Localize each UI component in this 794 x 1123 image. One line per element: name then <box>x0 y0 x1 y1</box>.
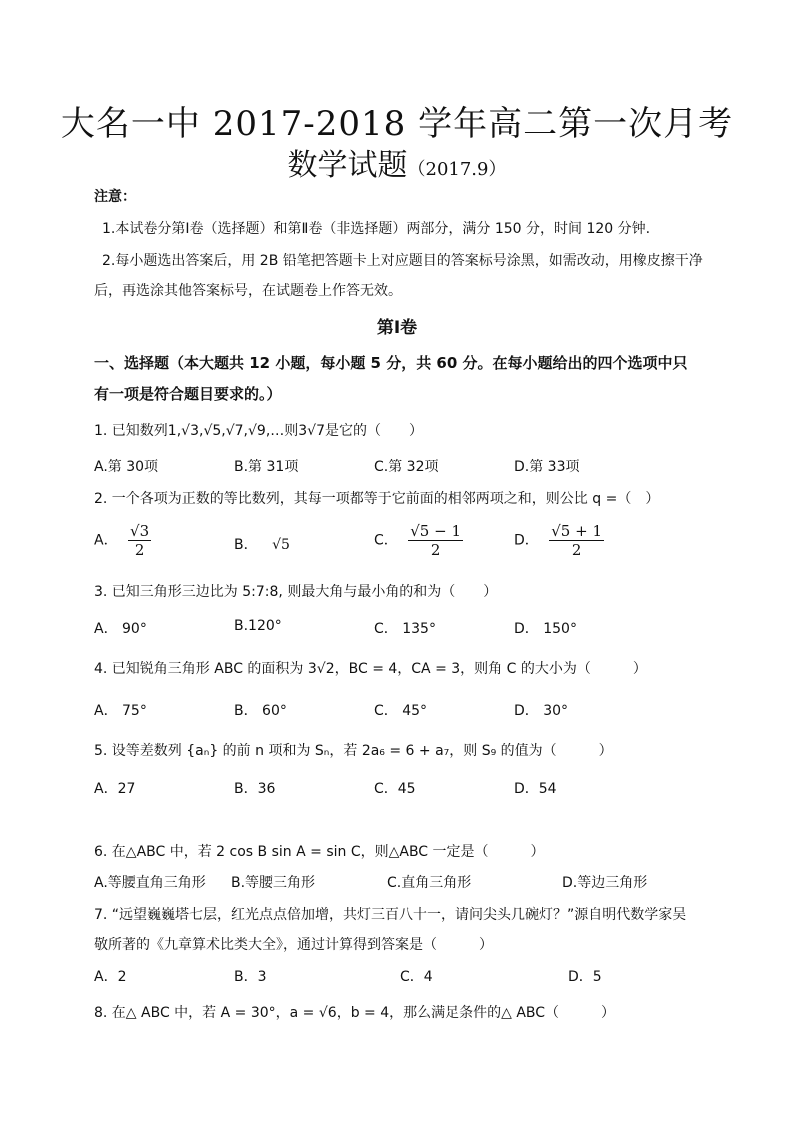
option-d: D． 150° <box>514 621 577 637</box>
option-c: C．4 <box>400 969 433 985</box>
question-4-stem: 4. 已知锐角三角形 ABC 的面积为 3√2，BC = 4，CA = 3，则角 C 的大小为（ ） <box>94 661 647 677</box>
question-4-options <box>94 700 734 724</box>
option-c: C.第 32项 <box>374 459 439 475</box>
question-7-stem-a: 7. “远望巍巍塔七层，红光点点倍加增，共灯三百八十一，请问尖头几碗灯？”源自明代数学家吴 <box>94 907 687 923</box>
option-b: B.等腰三角形 <box>231 875 316 891</box>
option-d: D．5 <box>568 969 602 985</box>
subject-title: 数学试题 <box>287 148 408 183</box>
option-a: A． 75° <box>94 703 147 719</box>
option-value: √5 <box>272 537 290 553</box>
exam-title: 大名一中 2017-2018 学年高二第一次月考 <box>60 104 734 144</box>
question-6-stem: 6. 在△ABC 中，若 2 cos B sin A = sin C，则△ABC 一定是（ ） <box>94 844 545 860</box>
option-c <box>374 522 463 559</box>
notice-label: 注意： <box>94 189 136 205</box>
option-a: A.等腰直角三角形 <box>94 875 206 891</box>
numerator: √5 + 1 <box>551 522 602 540</box>
option-a: A.第 30项 <box>94 459 159 475</box>
option-d <box>514 522 604 559</box>
denominator: 2 <box>430 541 441 559</box>
question-5-stem: 5. 设等差数列 {aₙ} 的前 n 项和为 Sₙ，若 2a₆ = 6 + a₇，则 S₉ 的值为（ ） <box>94 743 613 759</box>
option-b: B．36 <box>234 781 276 797</box>
fraction <box>408 522 463 559</box>
notice-item-2b: 后，再选涂其他答案标号，在试题卷上作答无效。 <box>94 283 402 299</box>
question-6-options <box>94 872 734 896</box>
option-a: A． 90° <box>94 621 147 637</box>
option-d: D．54 <box>514 781 557 797</box>
section-heading-b: 有一项是符合题目要求的。） <box>94 385 282 403</box>
option-a <box>94 522 151 559</box>
option-c: C． 135° <box>374 621 436 637</box>
question-3-options <box>94 618 734 642</box>
fraction <box>128 522 151 559</box>
option-c: C． 45° <box>374 703 428 719</box>
option-label: D． <box>514 532 539 549</box>
numerator: √5 − 1 <box>410 522 461 540</box>
option-a: A．2 <box>94 969 127 985</box>
question-5-options <box>94 778 734 802</box>
option-d: D.等边三角形 <box>562 875 648 891</box>
question-1-options <box>94 456 734 480</box>
option-b: B.120° <box>234 618 282 634</box>
exam-subtitle <box>0 140 794 184</box>
notice-item-2a: 2.每小题选出答案后，用 2B 铅笔把答题卡上对应题目的答案标号涂黑，如需改动，用橡皮擦干净 <box>102 253 703 269</box>
option-a: A．27 <box>94 781 136 797</box>
option-b: B．3 <box>234 969 267 985</box>
option-b: B.第 31项 <box>234 459 299 475</box>
question-2-options <box>94 522 734 566</box>
option-label: C． <box>374 532 398 549</box>
option-label: A． <box>94 532 118 549</box>
numerator: √3 <box>130 522 150 540</box>
option-d: D.第 33项 <box>514 459 580 475</box>
question-3-stem: 3. 已知三角形三边比为 5:7:8, 则最大角与最小角的和为（ ） <box>94 584 498 600</box>
option-b: B． 60° <box>234 703 287 719</box>
option-c: C．45 <box>374 781 416 797</box>
denominator: 2 <box>134 541 145 559</box>
question-1-stem: 1. 已知数列1,√3,√5,√7,√9,…则3√7是它的（ ） <box>94 423 424 439</box>
option-c: C.直角三角形 <box>387 875 472 891</box>
option-b <box>234 534 290 554</box>
section-title: 第Ⅰ卷 <box>376 318 418 338</box>
notice-item-1: 1.本试卷分第Ⅰ卷（选择题）和第Ⅱ卷（非选择题）两部分，满分 150 分，时间 120 分钟. <box>102 221 651 237</box>
exam-date: （2017.9） <box>407 159 507 180</box>
option-label: B． <box>234 537 258 553</box>
section-heading-a: 一、选择题（本大题共 12 小题，每小题 5 分，共 60 分。在每小题给出的四个选项中只 <box>94 354 688 372</box>
question-2-stem: 2. 一个各项为正数的等比数列，其每一项都等于它前面的相邻两项之和，则公比 q =（ ） <box>94 491 660 507</box>
question-7-options <box>94 966 734 990</box>
denominator: 2 <box>571 541 582 559</box>
question-7-stem-b: 敬所著的《九章算术比类大全》，通过计算得到答案是（ ） <box>94 937 493 953</box>
question-8-stem: 8. 在△ ABC 中，若 A = 30°，a = √6，b = 4，那么满足条件的△ ABC（ ） <box>94 1005 616 1021</box>
option-d: D． 30° <box>514 703 569 719</box>
fraction <box>549 522 604 559</box>
